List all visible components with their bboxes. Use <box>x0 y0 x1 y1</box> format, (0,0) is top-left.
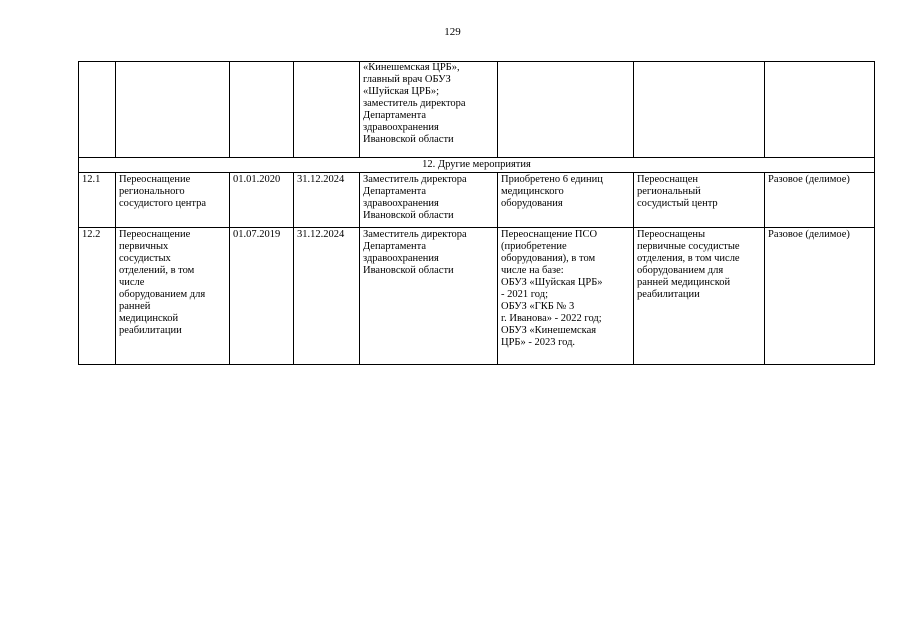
responsible-line: заместитель директора <box>363 98 466 109</box>
cell-responsible <box>360 173 498 228</box>
responsible-line: Департамента <box>363 186 427 197</box>
cell-responsible <box>360 62 498 158</box>
cell-indicator <box>634 62 765 158</box>
name-line: ранней <box>119 301 151 312</box>
cell-responsible <box>360 228 498 365</box>
cell-indicator <box>634 228 765 365</box>
cell-number: 12.1 <box>79 173 116 228</box>
result-line: г. Иванова» - 2022 год; <box>501 313 602 324</box>
cell-number <box>79 62 116 158</box>
indicator-line: первичные сосудистые <box>637 241 740 252</box>
result-line: ОБУЗ «ГКБ № 3 <box>501 301 575 312</box>
result-line: оборудования <box>501 198 563 209</box>
indicator-line: оборудованием для <box>637 265 724 276</box>
responsible-line: «Шуйская ЦРБ»; <box>363 86 440 97</box>
responsible-line: «Кинешемская ЦРБ», <box>363 62 460 73</box>
indicator-line: реабилитации <box>637 289 700 300</box>
responsible-line: Департамента <box>363 110 427 121</box>
name-line: первичных <box>119 241 169 252</box>
cell-name <box>116 173 230 228</box>
cell-number: 12.2 <box>79 228 116 365</box>
result-line: ОБУЗ «Шуйская ЦРБ» <box>501 277 603 288</box>
cell-start-date: 01.01.2020 <box>230 173 294 228</box>
indicator-line: Переоснащен <box>637 174 698 185</box>
responsible-line: главный врач ОБУЗ <box>363 74 451 85</box>
page-number: 129 <box>444 26 461 38</box>
name-line: отделений, в том <box>119 265 195 276</box>
cell-indicator <box>634 173 765 228</box>
cell-start-date <box>230 62 294 158</box>
result-line: числе на базе: <box>501 265 564 276</box>
continuation-row <box>79 62 875 158</box>
result-line: ЦРБ» - 2023 год. <box>501 337 576 348</box>
indicator-line: отделения, в том числе <box>637 253 740 264</box>
section-row <box>79 158 875 173</box>
result-line: Переоснащение ПСО <box>501 229 598 240</box>
name-line: регионального <box>119 186 185 197</box>
indicator-line: ранней медицинской <box>637 277 731 288</box>
cell-name <box>116 62 230 158</box>
indicator-line: Переоснащены <box>637 229 706 240</box>
cell-start-date: 01.07.2019 <box>230 228 294 365</box>
responsible-line: Заместитель директора <box>363 229 467 240</box>
result-line: оборудования), в том <box>501 253 596 264</box>
cell-result <box>498 173 634 228</box>
cell-end-date: 31.12.2024 <box>294 173 360 228</box>
name-line: сосудистого центра <box>119 198 207 209</box>
type-line: Разовое (делимое) <box>768 174 850 185</box>
result-line: Приобретено 6 единиц <box>501 174 603 185</box>
cell-end-date <box>294 62 360 158</box>
name-line: медицинской <box>119 313 179 324</box>
result-line: медицинского <box>501 186 564 197</box>
table-row <box>79 173 875 228</box>
cell-type <box>765 228 875 365</box>
name-line: сосудистых <box>119 253 171 264</box>
indicator-line: региональный <box>637 186 701 197</box>
cell-result <box>498 62 634 158</box>
name-line: Переоснащение <box>119 229 191 240</box>
result-line: (приобретение <box>501 241 567 252</box>
name-line: числе <box>119 277 145 288</box>
table-row <box>79 228 875 365</box>
responsible-line: Ивановской области <box>363 210 454 221</box>
responsible-line: здравоохранения <box>363 253 439 264</box>
name-line: реабилитации <box>119 325 182 336</box>
responsible-line: здравоохранения <box>363 198 439 209</box>
responsible-line: Ивановской области <box>363 134 454 145</box>
type-line: Разовое (делимое) <box>768 229 850 240</box>
responsible-line: здравоохранения <box>363 122 439 133</box>
measures-table <box>78 61 875 365</box>
cell-type <box>765 62 875 158</box>
cell-name <box>116 228 230 365</box>
name-line: Переоснащение <box>119 174 191 185</box>
responsible-line: Ивановской области <box>363 265 454 276</box>
result-line: ОБУЗ «Кинешемская <box>501 325 597 336</box>
cell-type <box>765 173 875 228</box>
responsible-line: Департамента <box>363 241 427 252</box>
cell-end-date: 31.12.2024 <box>294 228 360 365</box>
responsible-line: Заместитель директора <box>363 174 467 185</box>
cell-result <box>498 228 634 365</box>
result-line: - 2021 год; <box>501 289 548 300</box>
name-line: оборудованием для <box>119 289 206 300</box>
section-title: 12. Другие мероприятия <box>79 158 875 173</box>
indicator-line: сосудистый центр <box>637 198 718 209</box>
